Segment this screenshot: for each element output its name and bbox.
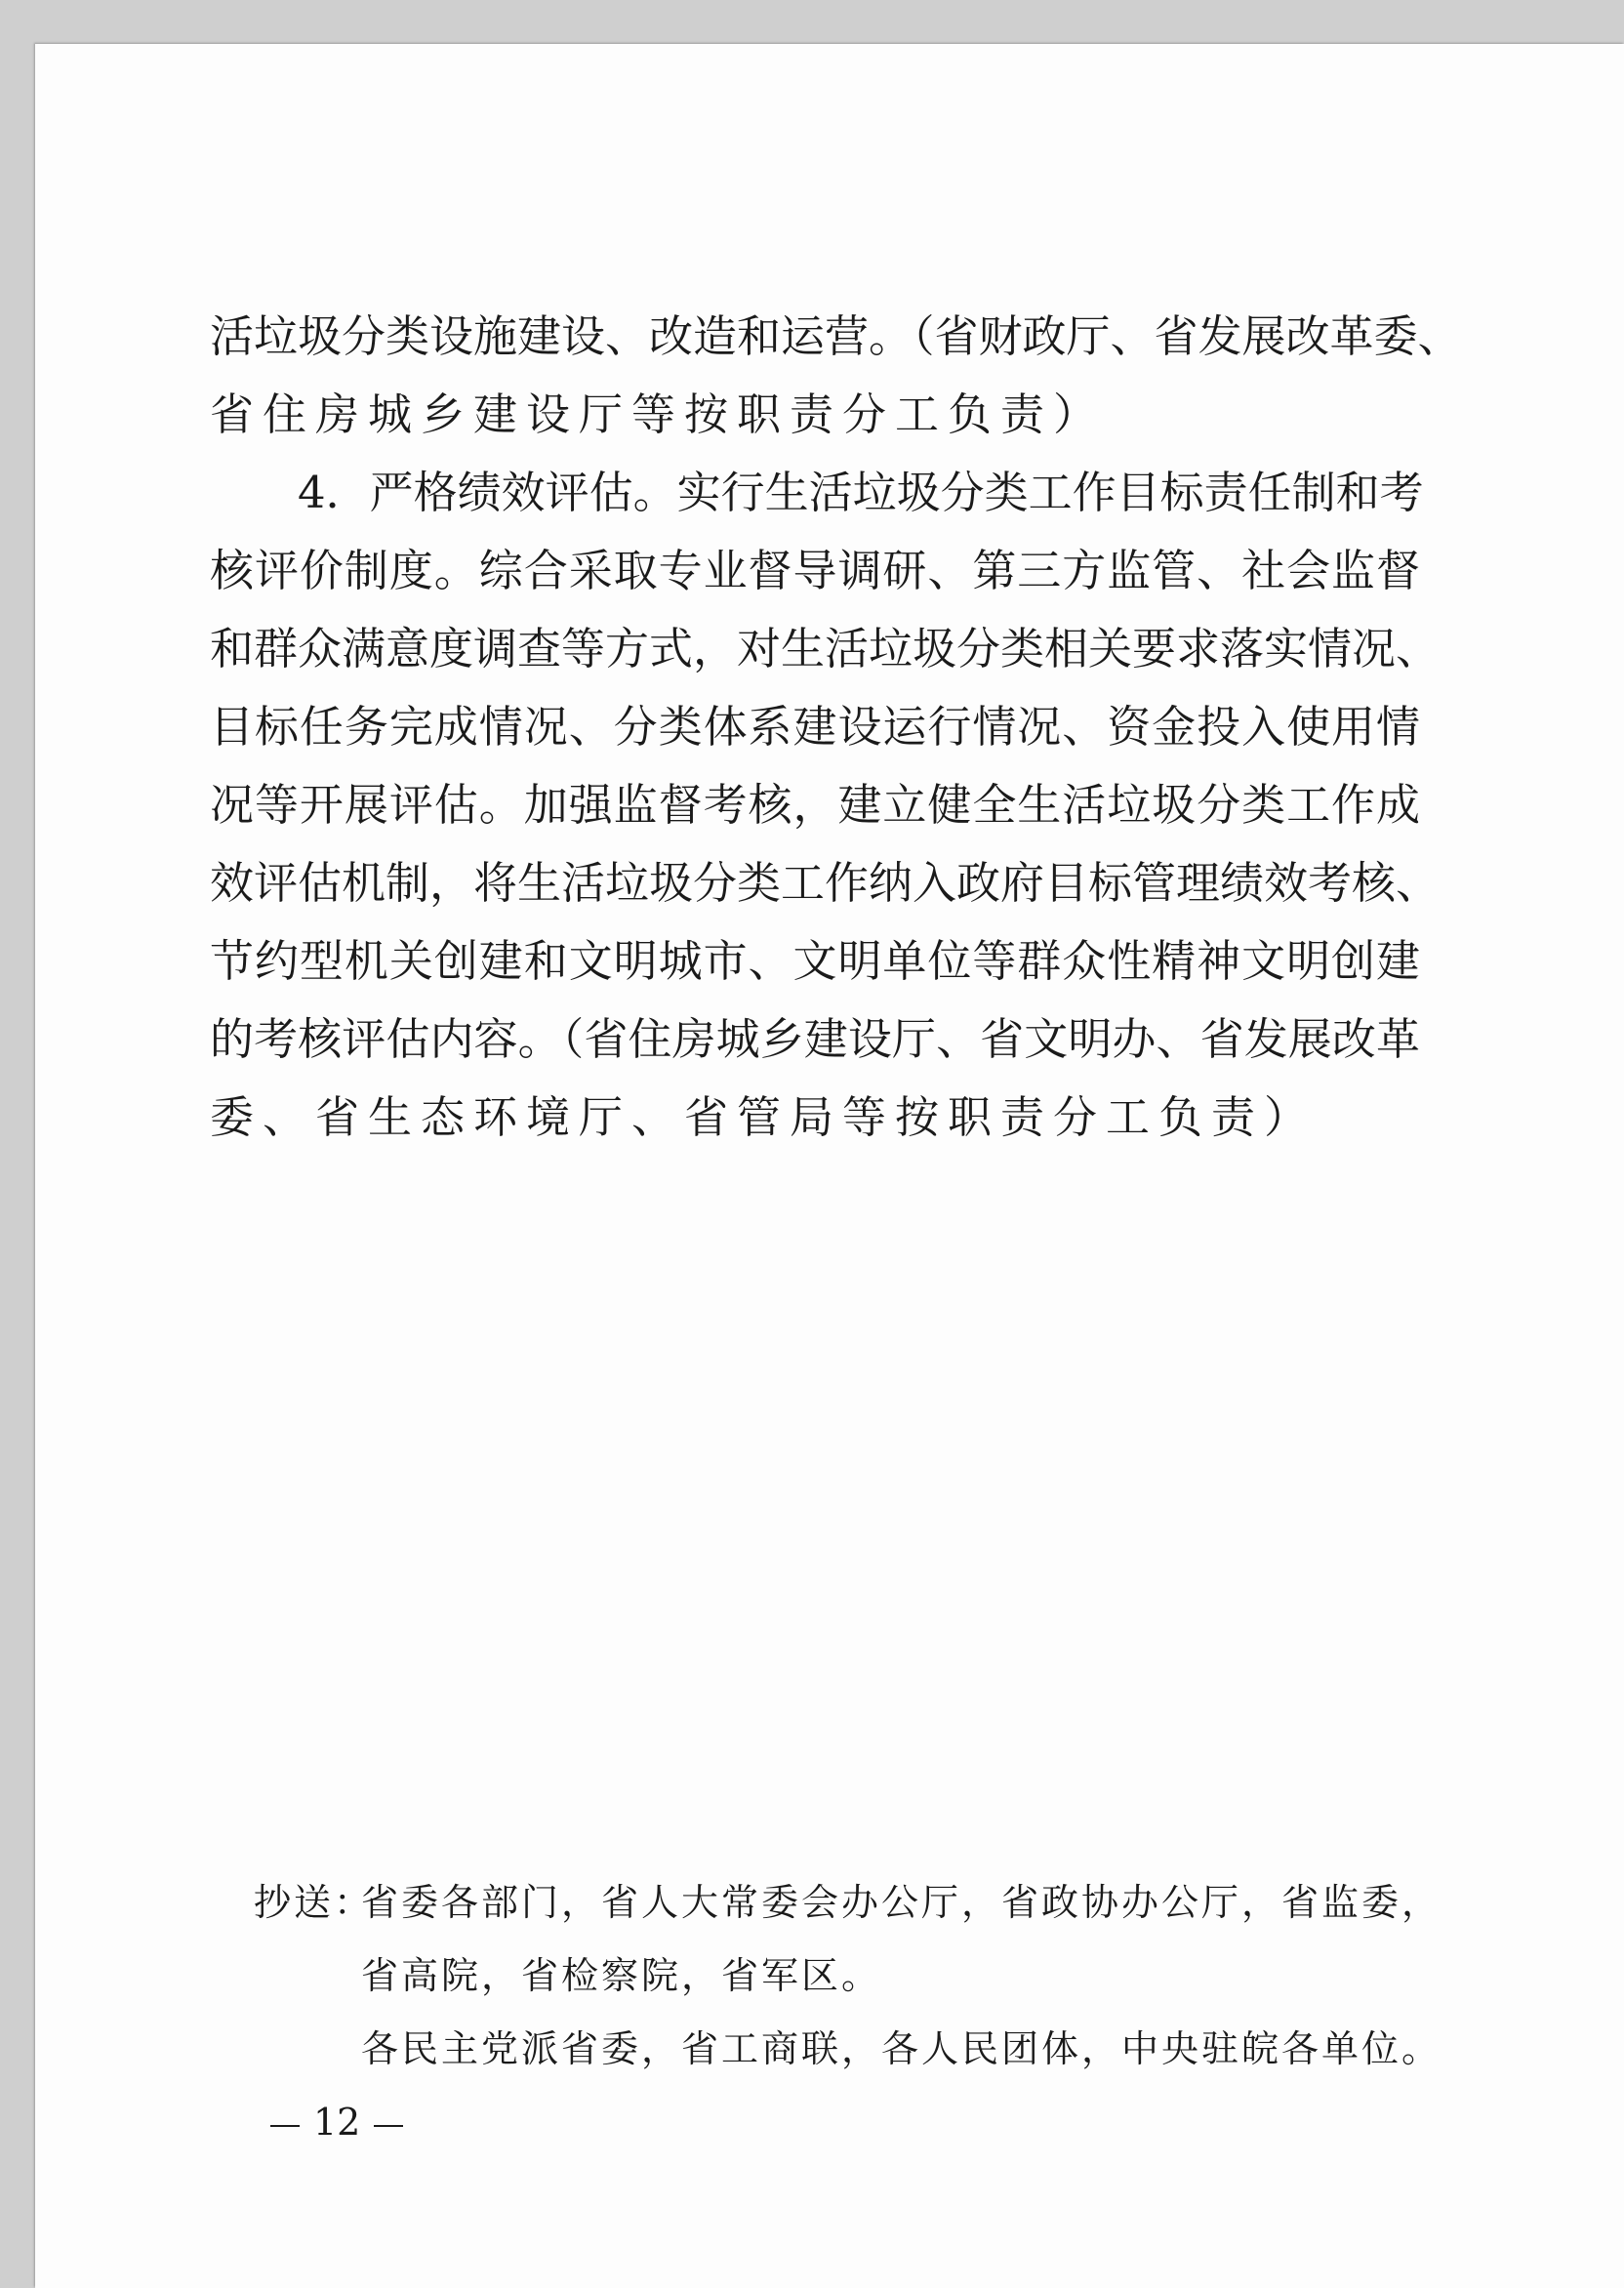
body-line-4: 核评价制度。综合采取专业督导调研、第三方监管、社会监督 — [210, 545, 1420, 596]
page-number-dash-right — [374, 2125, 403, 2127]
document-page — [35, 44, 1624, 2288]
page-number-dash-left — [270, 2125, 300, 2127]
body-line-11: 委、省生态环境厅、省管局等按职责分工负责） — [210, 1091, 1318, 1143]
body-line-5: 和群众满意度调查等方式，对生活垃圾分类相关要求落实情况、 — [210, 623, 1441, 674]
page-number-value: 12 — [313, 2101, 361, 2144]
page-number — [257, 2101, 417, 2144]
cc-label: 抄送： — [254, 1881, 375, 1924]
body-line-7: 况等开展评估。加强监督考核，建立健全生活垃圾分类工作成 — [210, 779, 1420, 831]
body-line-2: 省住房城乡建设厅等按职责分工负责） — [210, 388, 1107, 440]
cc-recipients-line-3: 各民主党派省委，省工商联，各人民团体，中央驻皖各单位。 — [361, 2027, 1442, 2070]
body-line-8: 效评估机制，将生活垃圾分类工作纳入政府目标管理绩效考核、 — [210, 857, 1441, 909]
body-line-10: 的考核评估内容。（省住房城乡建设厅、省文明办、省发展改革 — [210, 1013, 1420, 1065]
body-line-1: 活垃圾分类设施建设、改造和运营。（省财政厅、省发展改革委、 — [210, 310, 1462, 362]
cc-recipients-line-1: 省委各部门，省人大常委会办公厅，省政协办公厅，省监委， — [361, 1881, 1442, 1924]
body-line-6: 目标任务完成情况、分类体系建设运行情况、资金投入使用情 — [210, 701, 1420, 753]
body-line-9: 节约型机关创建和文明城市、文明单位等群众性精神文明创建 — [210, 935, 1420, 987]
cc-recipients-line-2: 省高院，省检察院，省军区。 — [361, 1954, 882, 1997]
section-4-heading-line: 4．严格绩效评估。实行生活垃圾分类工作目标责任制和考 — [298, 467, 1424, 518]
